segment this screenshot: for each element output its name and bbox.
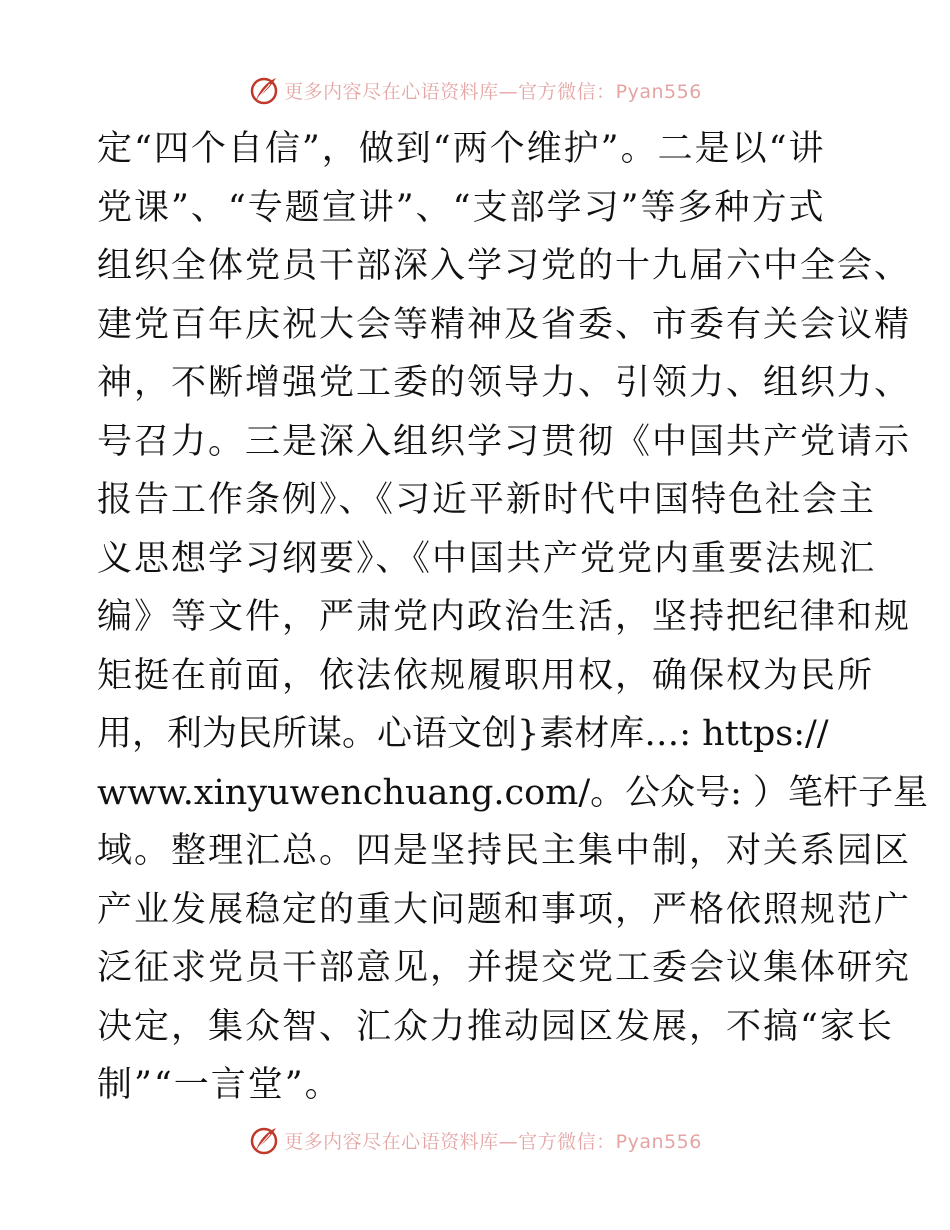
text-line: 制”“一言堂”。: [97, 1065, 342, 1105]
text-line: 报告工作条例》、《习近平新时代中国特色社会主: [97, 480, 877, 520]
text-line: 用，利为民所谋。心语文创}素材库…: https://: [97, 714, 829, 754]
text-line: 神，不断增强党工委的领导力、引领力、组织力、: [97, 363, 912, 403]
feather-pen-logo-icon: [248, 74, 280, 106]
text-line: 号召力。三是深入组织学习贯彻《中国共产党请示: [97, 421, 912, 462]
footer-banner-text: 更多内容尽在心语资料库—官方微信：Pyan556: [284, 1130, 702, 1153]
text-line: 建党百年庆祝大会等精神及省委、市委有关会议精: [97, 304, 912, 345]
header-banner: [0, 70, 950, 110]
feather-pen-logo-icon: [248, 1124, 280, 1156]
footer-banner: [0, 1120, 950, 1160]
header-banner-text: 更多内容尽在心语资料库—官方微信：Pyan556: [284, 80, 702, 103]
text-line: 泛征求党员干部意见，并提交党工委会议集体研究: [97, 948, 912, 988]
text-line: 定“四个自信”，做到“两个维护”。二是以“讲: [97, 129, 826, 169]
text-line: 域。整理汇总。四是坚持民主集中制，对关系园区: [97, 831, 912, 871]
document-body: [97, 120, 929, 1115]
text-line: 决定，集众智、汇众力推动园区发展，不搞“家长: [97, 1006, 894, 1047]
text-line: 党课”、“专题宣讲”、“支部学习”等多种方式: [97, 187, 826, 228]
text-line: 编》等文件，严肃党内政治生活，坚持把纪律和规: [97, 597, 912, 637]
text-line: www.xinyuwenchuang.com/。公众号: ）笔杆子星: [97, 772, 929, 813]
text-line: 组织全体党员干部深入学习党的十九届六中全会、: [97, 246, 912, 286]
text-line: 产业发展稳定的重大问题和事项，严格依照规范广: [97, 889, 912, 930]
text-line: 矩挺在前面，依法依规履职用权，确保权为民所: [97, 655, 875, 696]
text-line: 义思想学习纲要》、《中国共产党党内重要法规汇: [97, 538, 877, 579]
